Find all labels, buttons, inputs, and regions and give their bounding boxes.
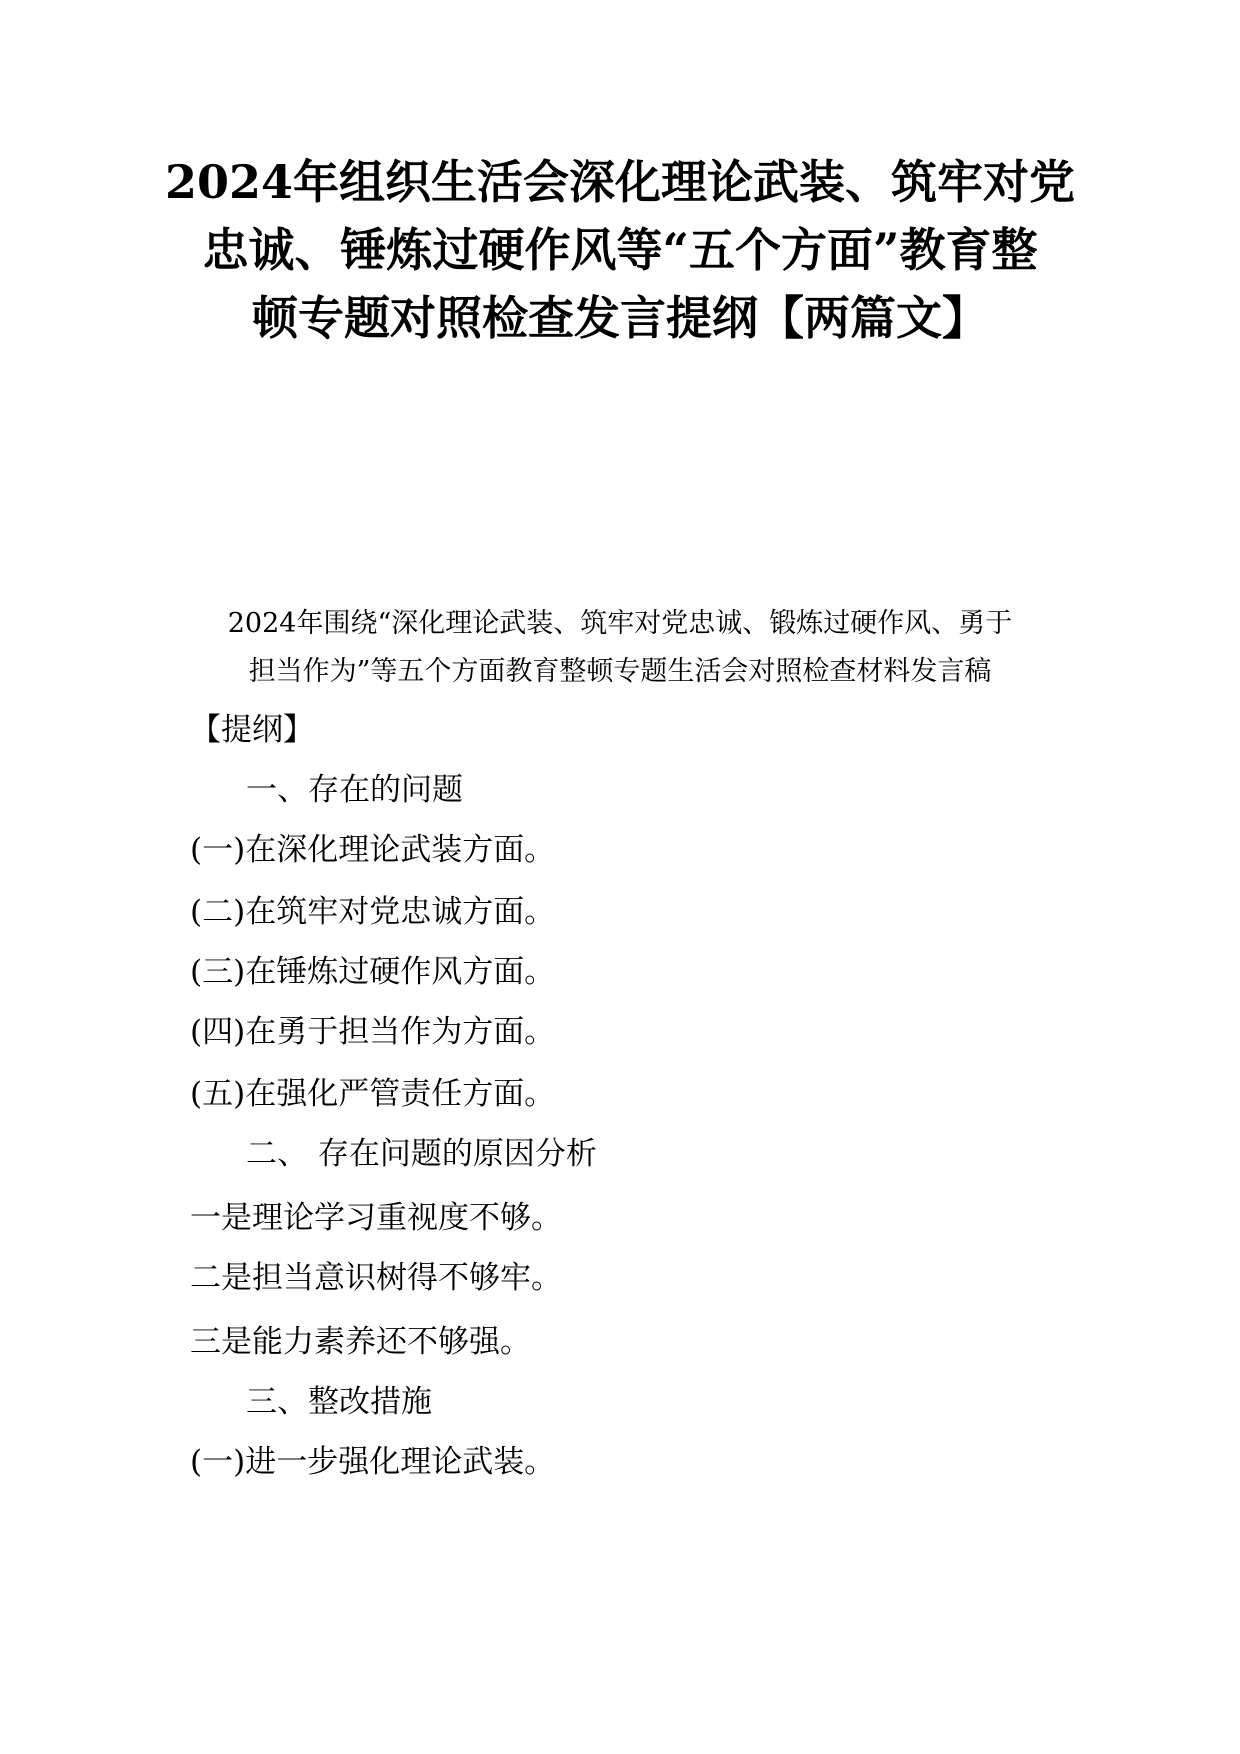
title-line: 顿专题对照检查发言提纲【两篇文】 [252,291,988,345]
problem-item: (一)在深化理论武装方面。 [190,832,556,868]
problem-item: (五)在强化严管责任方面。 [190,1076,556,1112]
cause-item: 一是理论学习重视度不够。 [190,1200,562,1236]
cause-item: 二是担当意识树得不够牢。 [190,1260,562,1296]
title-line: 2024年组织生活会深化理论武装、筑牢对党 [164,155,1076,209]
subtitle-line: 担当作为”等五个方面教育整顿专题生活会对照检查材料发言稿 [248,656,992,687]
section-heading-measures: 三、整改措施 [246,1384,432,1420]
problem-item: (三)在锤炼过硬作风方面。 [190,954,556,990]
problem-item: (二)在筑牢对党忠诚方面。 [190,894,556,930]
document-title [140,148,1100,352]
subtitle-line: 2024年围绕“深化理论武装、筑牢对党忠诚、锻炼过硬作风、勇于 [227,608,1013,639]
title-line: 忠诚、锤炼过硬作风等“五个方面”教育整 [202,223,1038,277]
cause-item: 三是能力素养还不够强。 [190,1324,531,1360]
outline-label: 【提纲】 [190,712,314,748]
section-heading-problems: 一、存在的问题 [246,772,463,808]
measure-item: (一)进一步强化理论武装。 [190,1444,556,1480]
document-subtitle [150,600,1090,696]
problem-item: (四)在勇于担当作为方面。 [190,1014,556,1050]
section-heading-causes: 二、 存在问题的原因分析 [246,1136,597,1172]
